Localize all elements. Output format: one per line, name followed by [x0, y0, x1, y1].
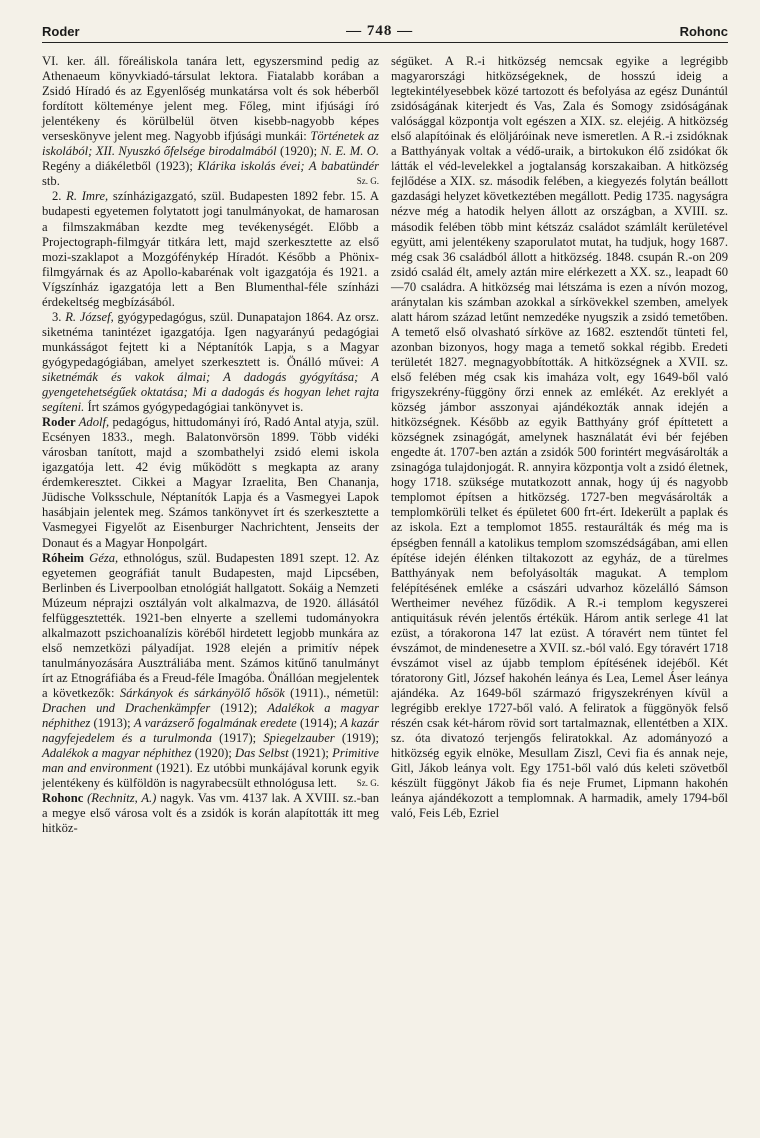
entry-headword: Róheim [42, 550, 84, 565]
work-titles: Drachen und Drachenkämpfer [42, 701, 211, 716]
entry-text: pedagógus, hittudományi író, Radó Antal atyja, szül. Ecsényen 1833., megh. Balatonvörsön 1899. Több vidéki városban tanított, majd a szombathelyi zsidó elemi iskola igazgatója lett. 42 évig működött s megkapta az arany érdemkeresztet. Cikkei a Magyar Izraelita, Ben Chananja, Jüdische Volksschule, Néptanítók Lapja és a Vasmegyei Lapok hasábjain jelentek meg. Számos tankönyvet írt és szerkesztette a Vasmegyei Figyelőt az Eisenburger Nachrichtent, Jenseits der Donaut és a Magyar Honpolgárt. [42, 415, 379, 550]
entry-text: (1920); [191, 746, 236, 761]
work-titles: N. E. M. O. [320, 144, 380, 159]
entry-text: színházigazgató, szül. Budapesten 1892 febr. 15. A budapesti egyetemen folytatott jogi tanulmányokat, de hamarosan a filmszakmában kezdte meg tevékenységét. Előbb a Projectograph-filmgyár titkára lett, majd szerkesztette az első mozi-szaklapot a Mozgófénykép Híradót. Később a Phönix-filmgyárnak és az Apollo-kabarénak volt igazgatója és 1921. a Vígszínház igazgatója lett a Ben Blumenthal-féle színházi érdekeltség megbízásából. [42, 189, 380, 309]
entry-text: (1921). Ez utóbbi munkájával korunk egyik jelentékeny és külföldön is nagyrabecsült ethnológusa lett. [42, 761, 380, 791]
entry-number: 2. [52, 189, 67, 204]
entry-continuation [42, 54, 379, 189]
entry-text: (1911)., németül: [284, 685, 379, 700]
work-titles: Das Selbst [235, 746, 289, 761]
entry-text: (1913); [90, 716, 134, 731]
entry-name: R. József, [65, 309, 114, 324]
page-number: — 748 — [346, 22, 414, 39]
entry-text: stb. [42, 174, 60, 189]
entry-text: Írt számos gyógypedagógiai tankönyvet is. [84, 400, 304, 415]
entry-text: gyógypedagógus, szül. Dunapatajon 1864. Az orsz. siketnéma tanintézet igazgatója. Igen nagyarányú pedagógiai munkásságot fejtett ki a Néptanítók Lapja, s a Magyar gyógypedagógiában, amelyet szerkesztett is. Önálló művei: [42, 309, 380, 369]
work-titles: Sárkányok és sárkányölő hősök [119, 685, 285, 700]
work-titles: Primitive man and environment [42, 746, 379, 776]
entry-text: (1917); [211, 731, 264, 746]
header-left-keyword: Roder [42, 23, 80, 39]
entry-roheim-geza [42, 551, 379, 792]
left-column [42, 54, 379, 836]
entry-headword: Roder [42, 415, 76, 430]
entry-text: (1912); [210, 701, 268, 716]
entry-first-name: Géza, [83, 550, 119, 565]
work-titles: Adalékok a magyar néphithez [42, 746, 192, 761]
entry-roder-jozsef [42, 310, 379, 415]
entry-text: ethnológus, szül. Budapesten 1891 szept. 12. Az egyetemen geográfiát tanult Budapesten, majd Lipcsében, Berlinben és Liverpoolban etnológiát hallgatott. Sokáig a Nemzeti Múzeum néprajzi osztályán volt alkalmazva, de 1920. állásától felfüggesztették. 1921-ben elnyerte a szellemi tudományokra alkalmazott pszichoanalízis köréből hirdetett legjobb munkára az első nemzetközi pályadíjat. 1928 elején a primitív népek tanulmányozására Ausztráliába ment. Számos kitűnő tanulmányt írt az Etnográfiába és a Freud-féle Imagóba. Önállóan megjelentek a következők: [42, 550, 380, 700]
entry-roder-adolf [42, 415, 379, 550]
right-column [391, 54, 728, 821]
entry-text: (1914); [296, 716, 341, 731]
author-signature: Sz. G. [356, 778, 379, 789]
header-right-keyword: Rohonc [679, 23, 728, 39]
work-titles: Történetek az iskolából; XII. Nyuszkó őfelsége birodalmából [42, 129, 379, 159]
entry-first-name: Adolf, [75, 415, 110, 430]
entry-text: VI. ker. áll. főreáliskola tanára lett, egyszersmind pedig az Athenaeum könyvkiadó-társulat lektora. Fiatalabb korában a Zsidó Híradó és az Egyenlőség munkatársa volt és sok héberből fordított költeménye jelent meg. Főleg, mint ifjúsági író jelentékeny és körülbelül ötven kisebb-nagyobb képes verseskönyve jelent meg. Nagyobb ifjúsági munkái: [42, 54, 379, 144]
entry-text: nagyk. Vas vm. 4137 lak. A XVIII. sz.-ban a megye első városa volt és a zsidók is korán alapították itt meg hitköz- [42, 791, 379, 836]
entry-headword: Rohonc [42, 791, 84, 806]
work-titles: Klárika iskolás évei; A babatündér [197, 159, 380, 174]
work-titles: A kazár nagyfejedelem és a turulmonda [42, 716, 380, 746]
entry-roder-imre [42, 189, 379, 309]
author-signature: Sz. G. [356, 176, 379, 187]
entry-number: 3. [52, 309, 66, 324]
entry-name: R. Imre, [66, 189, 109, 204]
work-titles: A siketnémák és vakok álmai; A dadogás gyógyítása; A gyengetehetségűek oktatása; Mi a dadogás és hogyan lehet rajta segíteni. [42, 354, 379, 415]
entry-text: (1919); [334, 731, 379, 746]
entry-rohonc-continuation: ségüket. A R.-i hitközség nemcsak egyike a legrégibb magyarországi hitközségeknek, de hosszú ideig a legtekintélyesebbek közé tartozott és befolyása az egész Dunántúl zsidóságának kiterjedt és Vas, Zala és Somogy zsidóságának valósággal központja volt egészen a XIX. sz. elejéig. A hitközség első alapítóinak és elöljáróinak neve ismeretlen. A R.-i zsidóknak a Batthyányak voltak a védő-uraik, a birtokukon élő zsidókat ők látták el véd-levelekkel a jogtalanság korszakaiban. A hitközség fejlődése a XIX. sz. második felében, a kiegyezés folytán beállott gazdasági helyzet következtében megállott. Pedig 1735. nagyságra nézve még a hatodik helyen állott az országban, a XVIII. sz. második felében több mint kétszáz családot számlált kerületével együtt, ami jelentékeny szaporulatot mutat, ha tudjuk, hogy 1687. még csak 36 családból állott a hitközség. 1848. csupán R.-on 209 zsidó család élt, amely aztán mire elérkezett a XX. sz., leapadt 60—70 családra. A hitközség mai létszáma is ezen a nívón mozog, aránytalan kis számban azokkal a sírkövekkel szemben, amelyek alatt három század letűnt nemzedéke nyugszik a zsidó temetőben. A temető első olvasható sírköve az 1682. esztendőt tünteti fel, azonban bizonyos, hogy maga a temető sokkal régibb. Eredeti területét 1827. megnagyobbították. A hitközségnek a XVII. sz. első felében még csak kis imaháza volt, egy 1649-ből való frigyszekrény-függöny őrzi ennek az emlékét. Az ereklyét a község jámbor asszonyai ajándékozták annak idején a hitközségnek. Később az egyik Batthyány gróf építtetett a községnek zsinagógát, amelynek használatát évi bér fejében engedte át. 1707-ben aztán a zsidók 500 forintért megvásárolták a zsinagóga tulajdonjogát. R. annyira központja volt a zsidó életnek, hogy 1718. szüksége mutatkozott annak, hogy új és nagyobb templomot építsen a hitközség. 1727-ben megvásárolták a templomkörüli telket és épületet 600 frt-ért. Idekerült a paplak és az iskola. Ezt a templomot 1855. restaurálták és még ma is épségben fennáll a katolikus templom szomszédságában, ami ellen építése idején élénken tiltakozott az egyház, de a türelmes Batthyányak nem befolyásolták magukat. A templom felépítésének emléke a császári udvarhoz közelálló Sámson Wertheimer nevéhez fűződik. A R.-i templom kegyszerei antiquitásuk révén jelentős értékük. Három antik serlege 41 lat ezüst, a tórakorona 147 lat ezüst. A tóravért nem tüntet fel évszámot, de mindenesetre a XVII. sz.-ból való. Egy tóravért 1718 évszámot visel az újabb templom építésének idejéből. Két tóratorony Gitl, József hakohén leánya és Lea, Lemel Áser leánya ajándéka. Az 1649-ből származó frigyszekrényen kívül a legrégibb ereklye 1727-ből való. A feliratok a függönyök felső részén csak két-három rövid sort tartalmaznak, ellentétben a XIX. sz. óta divatozó terjengős feliratokkal. Az adományozó a hitközség egyik elnöke, Mesullam Ziszl, Cevi fia és annak neje, Gitl, Jákob leánya volt. Egy 1751-ből való dús keleti szövetből készült függönyt Jákob fia és neje Frumet, Lipmann hakohén leánya ajándékozott a templomnak. A harmadik, amely 1794-ből való, Feis Léb, Ezriel [391, 54, 728, 821]
work-titles: Adalékok a magyar néphithez [42, 701, 379, 731]
running-header [42, 20, 728, 43]
work-titles: A varázserő fogalmának eredete [133, 716, 297, 731]
entry-text: Regény a diákéletből (1923); [42, 159, 198, 174]
entry-rohonc [42, 791, 379, 836]
entry-text: (1920); [276, 144, 321, 159]
work-titles: Spiegelzauber [263, 731, 335, 746]
entry-first-name: (Rechnitz, A.) [83, 791, 157, 806]
entry-text: (1921); [288, 746, 333, 761]
